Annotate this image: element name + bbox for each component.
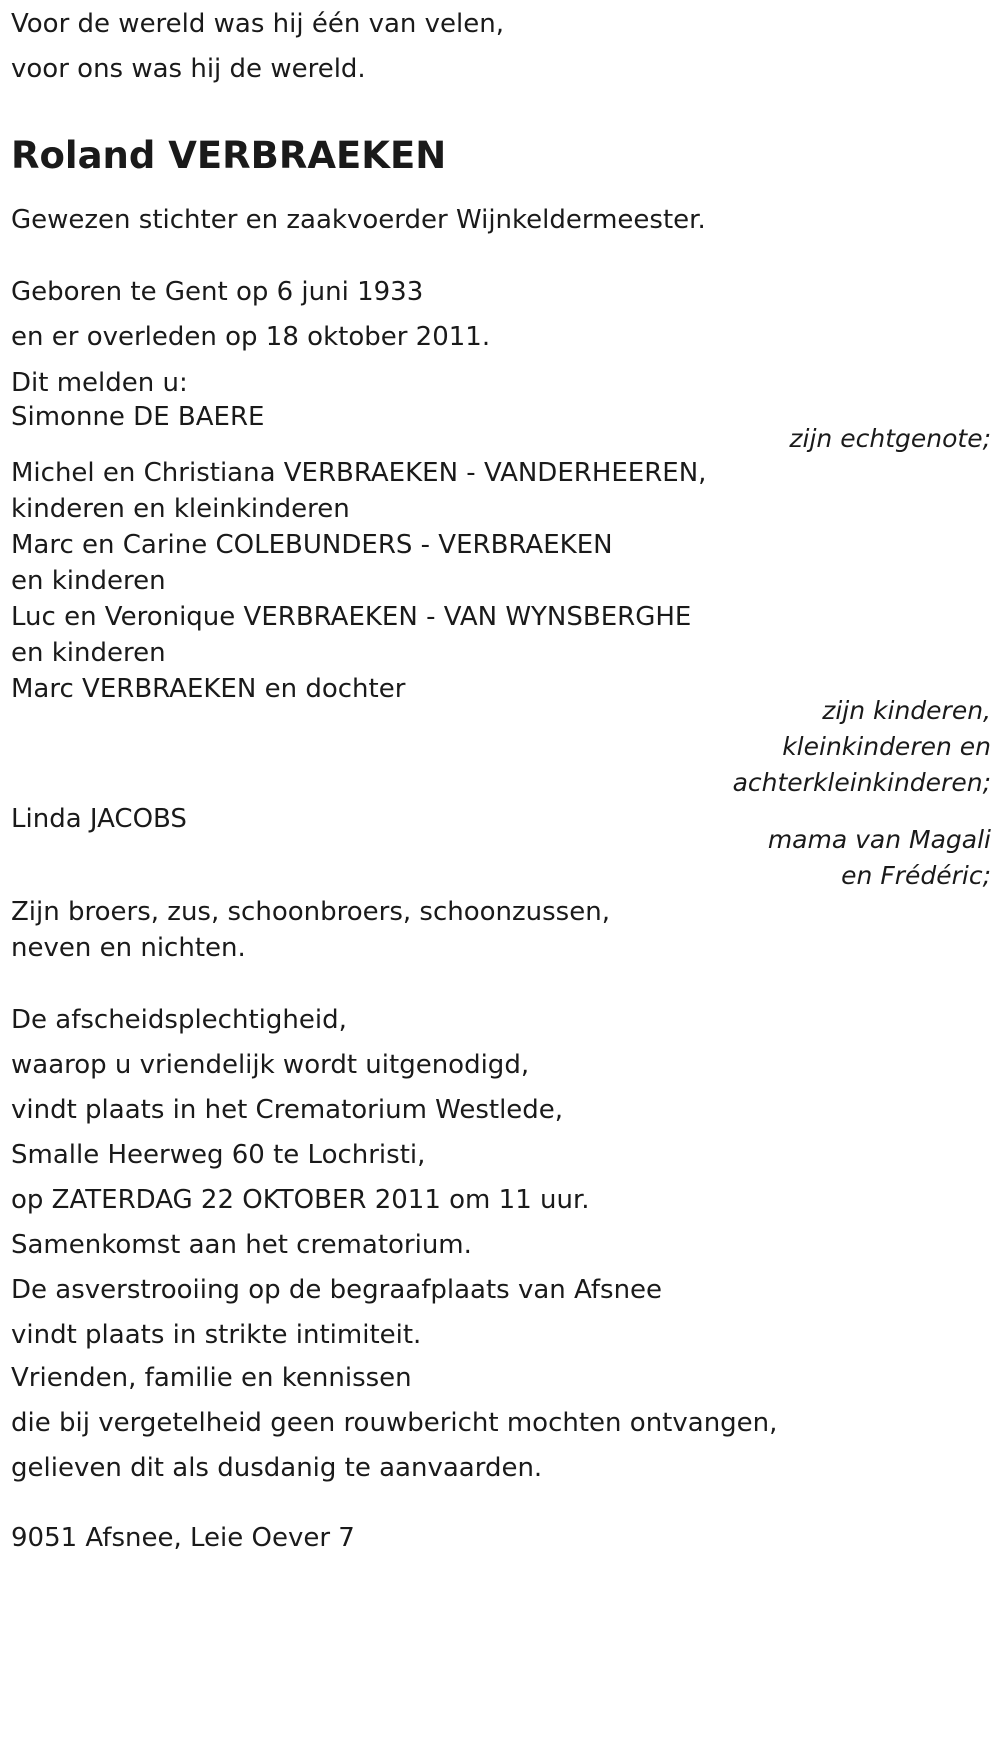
deceased-description: Gewezen stichter en zaakvoerder Wijnkeldermeester. — [11, 205, 706, 235]
spouse-name: Simonne DE BAERE — [11, 402, 265, 432]
birth-line: Geboren te Gent op 6 juni 1933 — [11, 277, 424, 307]
family-line: Zijn broers, zus, schoonbroers, schoonzussen, — [11, 897, 610, 927]
intro-line-2: voor ons was hij de wereld. — [11, 54, 366, 84]
children-line: Marc VERBRAEKEN en dochter — [11, 674, 406, 704]
ceremony-line: op ZATERDAG 22 OKTOBER 2011 om 11 uur. — [11, 1185, 590, 1215]
ceremony-line: die bij vergetelheid geen rouwbericht mochten ontvangen, — [11, 1408, 778, 1438]
ceremony-line: vindt plaats in het Crematorium Westlede, — [11, 1095, 564, 1125]
children-relation: kleinkinderen en — [782, 732, 991, 761]
linda-relation: en Frédéric; — [841, 861, 991, 890]
children-line: Michel en Christiana VERBRAEKEN - VANDERHEEREN, — [11, 458, 707, 488]
children-relation: achterkleinkinderen; — [732, 768, 991, 797]
family-line: neven en nichten. — [11, 933, 246, 963]
ceremony-line: Smalle Heerweg 60 te Lochristi, — [11, 1140, 426, 1170]
ceremony-line: Vrienden, familie en kennissen — [11, 1363, 412, 1393]
children-line: Luc en Veronique VERBRAEKEN - VAN WYNSBERGHE — [11, 602, 692, 632]
ceremony-line: De afscheidsplechtigheid, — [11, 1005, 347, 1035]
children-line: Marc en Carine COLEBUNDERS - VERBRAEKEN — [11, 530, 613, 560]
announcers-intro: Dit melden u: — [11, 368, 188, 398]
linda-name: Linda JACOBS — [11, 804, 187, 834]
ceremony-line: waarop u vriendelijk wordt uitgenodigd, — [11, 1050, 530, 1080]
children-relation: zijn kinderen, — [822, 696, 991, 725]
ceremony-line: vindt plaats in strikte intimiteit. — [11, 1320, 422, 1350]
deceased-name: Roland VERBRAEKEN — [11, 134, 447, 177]
ceremony-line: gelieven dit als dusdanig te aanvaarden. — [11, 1453, 543, 1483]
death-line: en er overleden op 18 oktober 2011. — [11, 322, 491, 352]
ceremony-line: Samenkomst aan het crematorium. — [11, 1230, 472, 1260]
ceremony-line: De asverstrooiing op de begraafplaats van Afsnee — [11, 1275, 663, 1305]
children-line: en kinderen — [11, 638, 166, 668]
address: 9051 Afsnee, Leie Oever 7 — [11, 1523, 355, 1553]
spouse-relation: zijn echtgenote; — [789, 424, 991, 453]
intro-line-1: Voor de wereld was hij één van velen, — [11, 9, 505, 39]
linda-relation: mama van Magali — [767, 825, 991, 854]
children-line: en kinderen — [11, 566, 166, 596]
children-line: kinderen en kleinkinderen — [11, 494, 350, 524]
